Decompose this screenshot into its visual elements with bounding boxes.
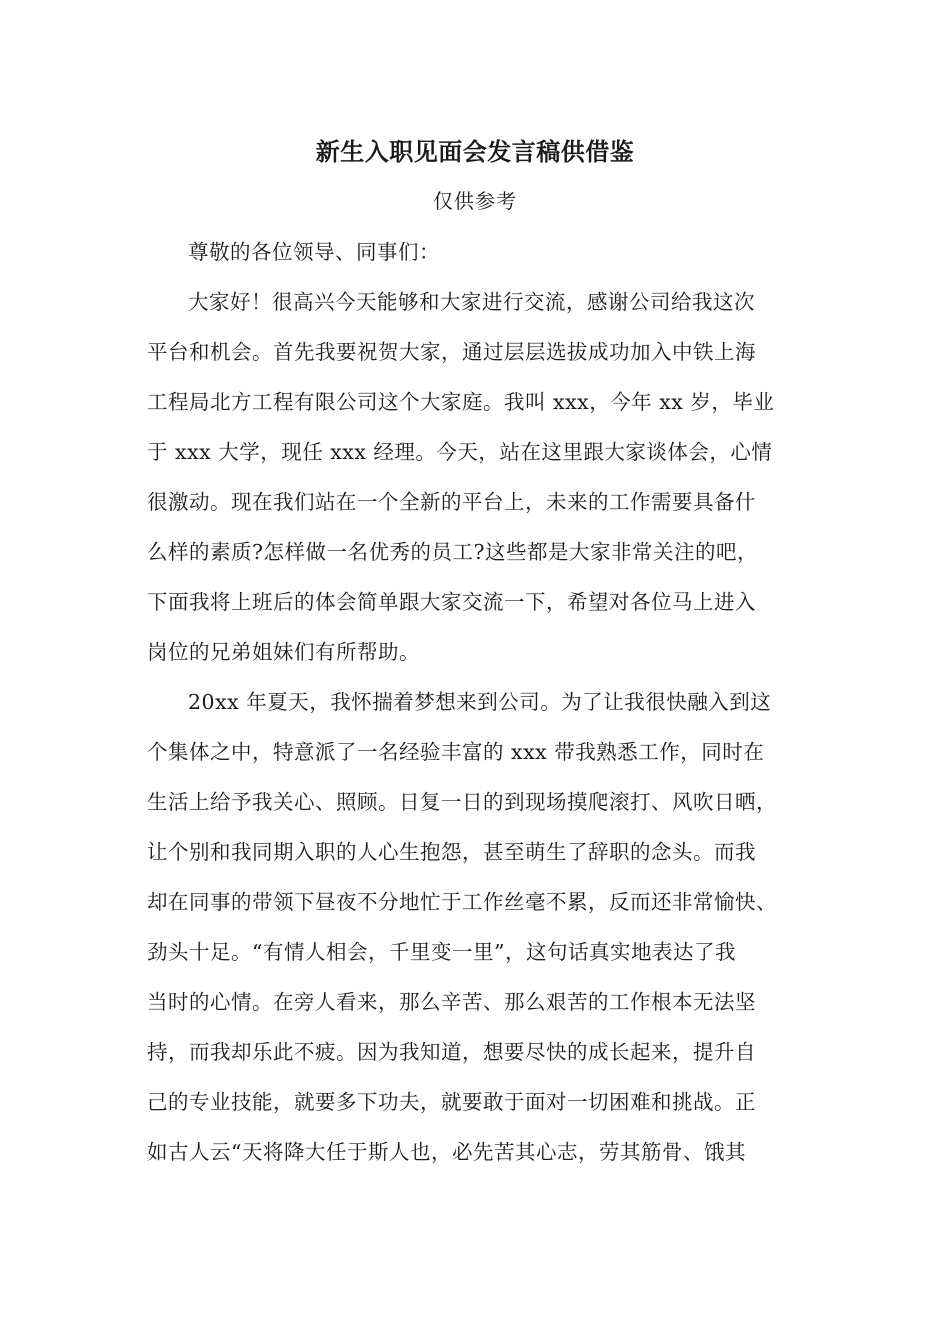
text-line: 如古人云“天将降大任于斯人也，必先苦其心志，劳其筋骨、饿其 bbox=[147, 1140, 746, 1164]
document-body bbox=[147, 234, 807, 1184]
text-line: 平台和机会。首先我要祝贺大家，通过层层选拔成功加入中铁上海 bbox=[147, 340, 756, 364]
text-line: 尊敬的各位领导、同事们： bbox=[188, 240, 440, 264]
text-line: 劲头十足。“有情人相会，千里变一里”，这句话真实地表达了我 bbox=[147, 940, 736, 964]
text-line: 当时的心情。在旁人看来，那么辛苦、那么艰苦的工作根本无法坚 bbox=[147, 990, 756, 1014]
text-line: 个集体之中，特意派了一名经验丰富的 xxx 带我熟悉工作，同时在 bbox=[147, 740, 765, 764]
text-line: 让个别和我同期入职的人心生抱怨，甚至萌生了辞职的念头。而我 bbox=[147, 840, 756, 864]
text-line: 己的专业技能，就要多下功夫，就要敢于面对一切困难和挑战。正 bbox=[147, 1090, 756, 1114]
text-line: 持，而我却乐此不疲。因为我知道，想要尽快的成长起来，提升自 bbox=[147, 1040, 756, 1064]
text-line: 20xx 年夏天，我怀揣着梦想来到公司。为了让我很快融入到这 bbox=[188, 690, 772, 714]
text-line: 岗位的兄弟姐妹们有所帮助。 bbox=[147, 640, 420, 664]
text-line: 工程局北方工程有限公司这个大家庭。我叫 xxx，今年 xx 岁，毕业 bbox=[147, 390, 775, 414]
text-line: 很激动。现在我们站在一个全新的平台上，未来的工作需要具备什 bbox=[147, 490, 756, 514]
text-line: 生活上给予我关心、照顾。日复一日的到现场摸爬滚打、风吹日晒， bbox=[147, 790, 777, 814]
document-title: 新生入职见面会发言稿供借鉴 bbox=[315, 138, 635, 166]
text-line: 下面我将上班后的体会简单跟大家交流一下，希望对各位马上进入 bbox=[147, 590, 756, 614]
text-line: 于 xxx 大学，现任 xxx 经理。今天，站在这里跟大家谈体会，心情 bbox=[147, 440, 773, 464]
text-line: 却在同事的带领下昼夜不分地忙于工作丝毫不累，反而还非常愉快、 bbox=[147, 890, 777, 914]
document-subtitle: 仅供参考 bbox=[433, 189, 517, 213]
text-line: 大家好！很高兴今天能够和大家进行交流，感谢公司给我这次 bbox=[188, 290, 755, 314]
text-line: 么样的素质?怎样做一名优秀的员工?这些都是大家非常关注的吧， bbox=[147, 540, 758, 564]
